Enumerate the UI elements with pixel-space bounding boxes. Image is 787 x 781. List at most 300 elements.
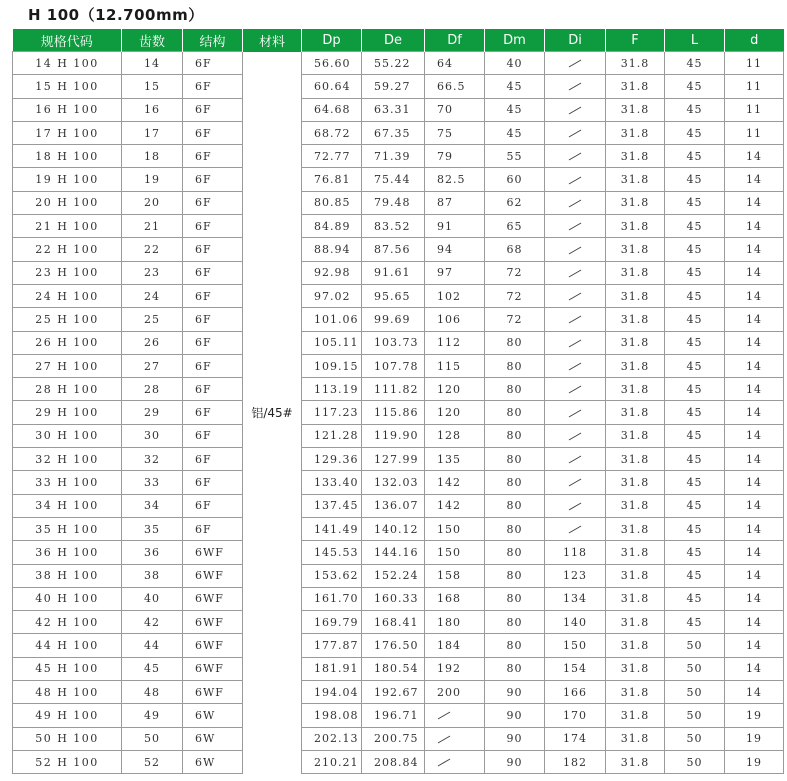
cell-df: 87 (425, 191, 485, 214)
cell-code: 15 H 100 (13, 75, 122, 98)
cell-dp: 92.98 (302, 261, 362, 284)
cell-d: 14 (725, 378, 784, 401)
cell-d: 14 (725, 587, 784, 610)
table-row (13, 704, 784, 727)
cell-code: 49 H 100 (13, 704, 122, 727)
cell-dm: 80 (485, 448, 545, 471)
cell-structure: 6F (183, 331, 243, 354)
cell-l: 45 (665, 284, 725, 307)
cell-de: 168.41 (362, 611, 425, 634)
cell-d: 11 (725, 98, 784, 121)
cell-l: 45 (665, 494, 725, 517)
cell-dp: 72.77 (302, 145, 362, 168)
cell-teeth: 24 (122, 284, 183, 307)
not-applicable-slash (569, 176, 582, 184)
cell-di (545, 168, 606, 191)
cell-teeth: 48 (122, 681, 183, 704)
cell-df: 168 (425, 587, 485, 610)
cell-teeth: 19 (122, 168, 183, 191)
cell-d: 14 (725, 284, 784, 307)
not-applicable-slash (569, 386, 582, 394)
cell-de: 95.65 (362, 284, 425, 307)
cell-de: 132.03 (362, 471, 425, 494)
cell-dp: 76.81 (302, 168, 362, 191)
cell-di (545, 378, 606, 401)
cell-d: 14 (725, 494, 784, 517)
cell-code: 38 H 100 (13, 564, 122, 587)
cell-de: 59.27 (362, 75, 425, 98)
cell-f: 31.8 (606, 238, 665, 261)
cell-f: 31.8 (606, 657, 665, 680)
cell-code: 52 H 100 (13, 750, 122, 773)
cell-code: 22 H 100 (13, 238, 122, 261)
cell-di (545, 424, 606, 447)
cell-df: 158 (425, 564, 485, 587)
header-structure: 结构 (183, 29, 243, 52)
cell-structure: 6F (183, 401, 243, 424)
cell-di: 123 (545, 564, 606, 587)
cell-f: 31.8 (606, 681, 665, 704)
not-applicable-slash (569, 60, 582, 68)
cell-l: 45 (665, 517, 725, 540)
cell-de: 103.73 (362, 331, 425, 354)
cell-l: 45 (665, 401, 725, 424)
cell-dp: 56.60 (302, 52, 362, 75)
cell-code: 28 H 100 (13, 378, 122, 401)
cell-de: 208.84 (362, 750, 425, 773)
cell-code: 16 H 100 (13, 98, 122, 121)
cell-dp: 60.64 (302, 75, 362, 98)
cell-de: 200.75 (362, 727, 425, 750)
cell-d: 14 (725, 215, 784, 238)
cell-di (545, 261, 606, 284)
cell-dp: 88.94 (302, 238, 362, 261)
cell-de: 79.48 (362, 191, 425, 214)
cell-di (545, 52, 606, 75)
cell-di: 134 (545, 587, 606, 610)
cell-dp: 109.15 (302, 354, 362, 377)
cell-di (545, 308, 606, 331)
cell-di: 174 (545, 727, 606, 750)
cell-d: 19 (725, 750, 784, 773)
cell-f: 31.8 (606, 261, 665, 284)
cell-d: 14 (725, 564, 784, 587)
cell-dm: 68 (485, 238, 545, 261)
cell-dm: 80 (485, 657, 545, 680)
cell-teeth: 23 (122, 261, 183, 284)
cell-d: 14 (725, 401, 784, 424)
cell-df: 97 (425, 261, 485, 284)
cell-structure: 6F (183, 284, 243, 307)
cell-di: 182 (545, 750, 606, 773)
cell-di: 170 (545, 704, 606, 727)
cell-d: 14 (725, 471, 784, 494)
cell-di (545, 238, 606, 261)
cell-code: 33 H 100 (13, 471, 122, 494)
cell-dm: 80 (485, 634, 545, 657)
cell-de: 140.12 (362, 517, 425, 540)
table-row (13, 191, 784, 214)
cell-teeth: 28 (122, 378, 183, 401)
cell-df: 115 (425, 354, 485, 377)
cell-f: 31.8 (606, 541, 665, 564)
cell-di (545, 284, 606, 307)
cell-f: 31.8 (606, 75, 665, 98)
cell-teeth: 25 (122, 308, 183, 331)
not-applicable-slash (569, 409, 582, 417)
cell-dp: 177.87 (302, 634, 362, 657)
cell-de: 180.54 (362, 657, 425, 680)
table-row (13, 424, 784, 447)
cell-d: 14 (725, 517, 784, 540)
cell-de: 75.44 (362, 168, 425, 191)
table-row (13, 354, 784, 377)
cell-structure: 6F (183, 121, 243, 144)
cell-f: 31.8 (606, 191, 665, 214)
not-applicable-slash (569, 269, 582, 277)
not-applicable-slash (569, 246, 582, 254)
cell-di: 150 (545, 634, 606, 657)
cell-structure: 6WF (183, 657, 243, 680)
cell-teeth: 17 (122, 121, 183, 144)
cell-d: 14 (725, 611, 784, 634)
table-row (13, 98, 784, 121)
cell-structure: 6F (183, 471, 243, 494)
cell-structure: 6WF (183, 564, 243, 587)
not-applicable-slash (569, 526, 582, 534)
cell-de: 87.56 (362, 238, 425, 261)
cell-teeth: 42 (122, 611, 183, 634)
cell-code: 20 H 100 (13, 191, 122, 214)
cell-l: 45 (665, 75, 725, 98)
cell-l: 45 (665, 378, 725, 401)
cell-di (545, 121, 606, 144)
cell-df (425, 727, 485, 750)
cell-dp: 141.49 (302, 517, 362, 540)
cell-df: 184 (425, 634, 485, 657)
not-applicable-slash (569, 130, 582, 138)
table-row (13, 634, 784, 657)
cell-de: 136.07 (362, 494, 425, 517)
cell-df: 64 (425, 52, 485, 75)
cell-dm: 80 (485, 378, 545, 401)
cell-d: 14 (725, 168, 784, 191)
cell-f: 31.8 (606, 564, 665, 587)
cell-f: 31.8 (606, 448, 665, 471)
cell-di (545, 75, 606, 98)
cell-l: 45 (665, 611, 725, 634)
cell-f: 31.8 (606, 284, 665, 307)
cell-l: 50 (665, 681, 725, 704)
cell-dp: 181.91 (302, 657, 362, 680)
cell-df: 150 (425, 517, 485, 540)
cell-f: 31.8 (606, 308, 665, 331)
cell-d: 14 (725, 448, 784, 471)
cell-dm: 62 (485, 191, 545, 214)
table-row (13, 587, 784, 610)
cell-dp: 153.62 (302, 564, 362, 587)
cell-di (545, 401, 606, 424)
cell-df: 120 (425, 378, 485, 401)
table-row (13, 75, 784, 98)
cell-df: 66.5 (425, 75, 485, 98)
cell-di (545, 517, 606, 540)
cell-df: 79 (425, 145, 485, 168)
cell-structure: 6F (183, 308, 243, 331)
table-row (13, 168, 784, 191)
cell-structure: 6WF (183, 681, 243, 704)
cell-structure: 6F (183, 238, 243, 261)
cell-dp: 202.13 (302, 727, 362, 750)
table-row (13, 284, 784, 307)
not-applicable-slash (438, 712, 451, 720)
cell-dp: 113.19 (302, 378, 362, 401)
cell-f: 31.8 (606, 634, 665, 657)
cell-dm: 80 (485, 471, 545, 494)
cell-code: 45 H 100 (13, 657, 122, 680)
cell-teeth: 18 (122, 145, 183, 168)
cell-d: 14 (725, 261, 784, 284)
cell-de: 196.71 (362, 704, 425, 727)
cell-l: 45 (665, 424, 725, 447)
cell-dm: 55 (485, 145, 545, 168)
cell-f: 31.8 (606, 401, 665, 424)
cell-df (425, 750, 485, 773)
cell-de: 127.99 (362, 448, 425, 471)
cell-d: 14 (725, 424, 784, 447)
cell-dp: 121.28 (302, 424, 362, 447)
cell-code: 14 H 100 (13, 52, 122, 75)
cell-de: 115.86 (362, 401, 425, 424)
not-applicable-slash (569, 316, 582, 324)
cell-teeth: 15 (122, 75, 183, 98)
cell-dp: 129.36 (302, 448, 362, 471)
cell-d: 14 (725, 657, 784, 680)
not-applicable-slash (438, 735, 451, 743)
table-body (13, 52, 784, 774)
cell-dm: 80 (485, 331, 545, 354)
cell-di (545, 494, 606, 517)
not-applicable-slash (569, 153, 582, 161)
cell-de: 176.50 (362, 634, 425, 657)
cell-de: 55.22 (362, 52, 425, 75)
cell-di: 140 (545, 611, 606, 634)
cell-teeth: 33 (122, 471, 183, 494)
not-applicable-slash (569, 199, 582, 207)
cell-dm: 72 (485, 308, 545, 331)
cell-code: 21 H 100 (13, 215, 122, 238)
cell-dm: 72 (485, 284, 545, 307)
cell-di: 154 (545, 657, 606, 680)
cell-code: 17 H 100 (13, 121, 122, 144)
cell-teeth: 32 (122, 448, 183, 471)
cell-dm: 40 (485, 52, 545, 75)
cell-df: 70 (425, 98, 485, 121)
table-row (13, 727, 784, 750)
cell-teeth: 14 (122, 52, 183, 75)
cell-de: 192.67 (362, 681, 425, 704)
cell-f: 31.8 (606, 215, 665, 238)
table-row (13, 401, 784, 424)
cell-di (545, 448, 606, 471)
not-applicable-slash (569, 456, 582, 464)
cell-df: 128 (425, 424, 485, 447)
table-row (13, 448, 784, 471)
cell-l: 50 (665, 657, 725, 680)
cell-dp: 133.40 (302, 471, 362, 494)
spec-table (12, 29, 784, 774)
cell-di: 166 (545, 681, 606, 704)
cell-l: 50 (665, 704, 725, 727)
cell-teeth: 36 (122, 541, 183, 564)
cell-df: 75 (425, 121, 485, 144)
table-row (13, 517, 784, 540)
cell-teeth: 20 (122, 191, 183, 214)
not-applicable-slash (569, 223, 582, 231)
cell-dm: 65 (485, 215, 545, 238)
cell-df (425, 704, 485, 727)
table-row (13, 378, 784, 401)
cell-l: 45 (665, 354, 725, 377)
cell-structure: 6WF (183, 587, 243, 610)
cell-f: 31.8 (606, 704, 665, 727)
cell-d: 11 (725, 121, 784, 144)
table-row (13, 564, 784, 587)
cell-dp: 145.53 (302, 541, 362, 564)
cell-teeth: 35 (122, 517, 183, 540)
cell-d: 11 (725, 75, 784, 98)
cell-df: 150 (425, 541, 485, 564)
not-applicable-slash (569, 83, 582, 91)
material-cell: 铝/45# (243, 52, 302, 774)
cell-d: 14 (725, 331, 784, 354)
cell-code: 27 H 100 (13, 354, 122, 377)
cell-f: 31.8 (606, 354, 665, 377)
cell-d: 11 (725, 52, 784, 75)
cell-d: 14 (725, 354, 784, 377)
cell-structure: 6F (183, 261, 243, 284)
cell-df: 192 (425, 657, 485, 680)
cell-l: 45 (665, 215, 725, 238)
cell-dm: 45 (485, 75, 545, 98)
cell-teeth: 44 (122, 634, 183, 657)
not-applicable-slash (569, 432, 582, 440)
not-applicable-slash (569, 293, 582, 301)
cell-teeth: 22 (122, 238, 183, 261)
cell-f: 31.8 (606, 750, 665, 773)
not-applicable-slash (569, 479, 582, 487)
page-title: H 100（12.700mm） (28, 6, 204, 24)
cell-de: 111.82 (362, 378, 425, 401)
cell-dp: 169.79 (302, 611, 362, 634)
cell-dm: 90 (485, 750, 545, 773)
cell-df: 91 (425, 215, 485, 238)
cell-df: 120 (425, 401, 485, 424)
cell-teeth: 27 (122, 354, 183, 377)
cell-dm: 80 (485, 494, 545, 517)
cell-de: 99.69 (362, 308, 425, 331)
cell-dm: 90 (485, 704, 545, 727)
cell-dm: 45 (485, 121, 545, 144)
cell-l: 45 (665, 261, 725, 284)
cell-l: 50 (665, 750, 725, 773)
cell-teeth: 52 (122, 750, 183, 773)
cell-df: 102 (425, 284, 485, 307)
cell-teeth: 50 (122, 727, 183, 750)
cell-teeth: 16 (122, 98, 183, 121)
cell-l: 45 (665, 121, 725, 144)
cell-structure: 6F (183, 168, 243, 191)
cell-de: 119.90 (362, 424, 425, 447)
cell-dp: 105.11 (302, 331, 362, 354)
cell-structure: 6F (183, 145, 243, 168)
cell-de: 83.52 (362, 215, 425, 238)
cell-dp: 80.85 (302, 191, 362, 214)
cell-dp: 68.72 (302, 121, 362, 144)
table-row (13, 471, 784, 494)
cell-l: 50 (665, 727, 725, 750)
table-row (13, 52, 784, 75)
header-l: L (665, 29, 725, 52)
table-row (13, 611, 784, 634)
cell-l: 45 (665, 238, 725, 261)
header-code: 规格代码 (13, 29, 122, 52)
cell-f: 31.8 (606, 471, 665, 494)
cell-dp: 64.68 (302, 98, 362, 121)
cell-dm: 90 (485, 727, 545, 750)
cell-l: 45 (665, 564, 725, 587)
cell-d: 19 (725, 704, 784, 727)
cell-dm: 80 (485, 401, 545, 424)
header-row (13, 29, 784, 52)
cell-di (545, 331, 606, 354)
header-de: De (362, 29, 425, 52)
cell-teeth: 38 (122, 564, 183, 587)
cell-structure: 6F (183, 448, 243, 471)
cell-teeth: 30 (122, 424, 183, 447)
cell-f: 31.8 (606, 587, 665, 610)
cell-l: 45 (665, 448, 725, 471)
cell-code: 26 H 100 (13, 331, 122, 354)
cell-dp: 198.08 (302, 704, 362, 727)
cell-f: 31.8 (606, 494, 665, 517)
table-row (13, 215, 784, 238)
cell-structure: 6F (183, 75, 243, 98)
cell-structure: 6F (183, 98, 243, 121)
cell-l: 45 (665, 587, 725, 610)
cell-dm: 80 (485, 424, 545, 447)
cell-teeth: 40 (122, 587, 183, 610)
cell-code: 32 H 100 (13, 448, 122, 471)
cell-code: 35 H 100 (13, 517, 122, 540)
cell-de: 160.33 (362, 587, 425, 610)
cell-df: 112 (425, 331, 485, 354)
cell-dm: 80 (485, 354, 545, 377)
cell-dp: 137.45 (302, 494, 362, 517)
cell-structure: 6W (183, 750, 243, 773)
cell-dm: 80 (485, 611, 545, 634)
table-row (13, 494, 784, 517)
cell-f: 31.8 (606, 378, 665, 401)
cell-de: 91.61 (362, 261, 425, 284)
cell-f: 31.8 (606, 611, 665, 634)
cell-df: 142 (425, 471, 485, 494)
cell-structure: 6F (183, 191, 243, 214)
header-dm: Dm (485, 29, 545, 52)
cell-code: 36 H 100 (13, 541, 122, 564)
cell-f: 31.8 (606, 517, 665, 540)
cell-f: 31.8 (606, 424, 665, 447)
